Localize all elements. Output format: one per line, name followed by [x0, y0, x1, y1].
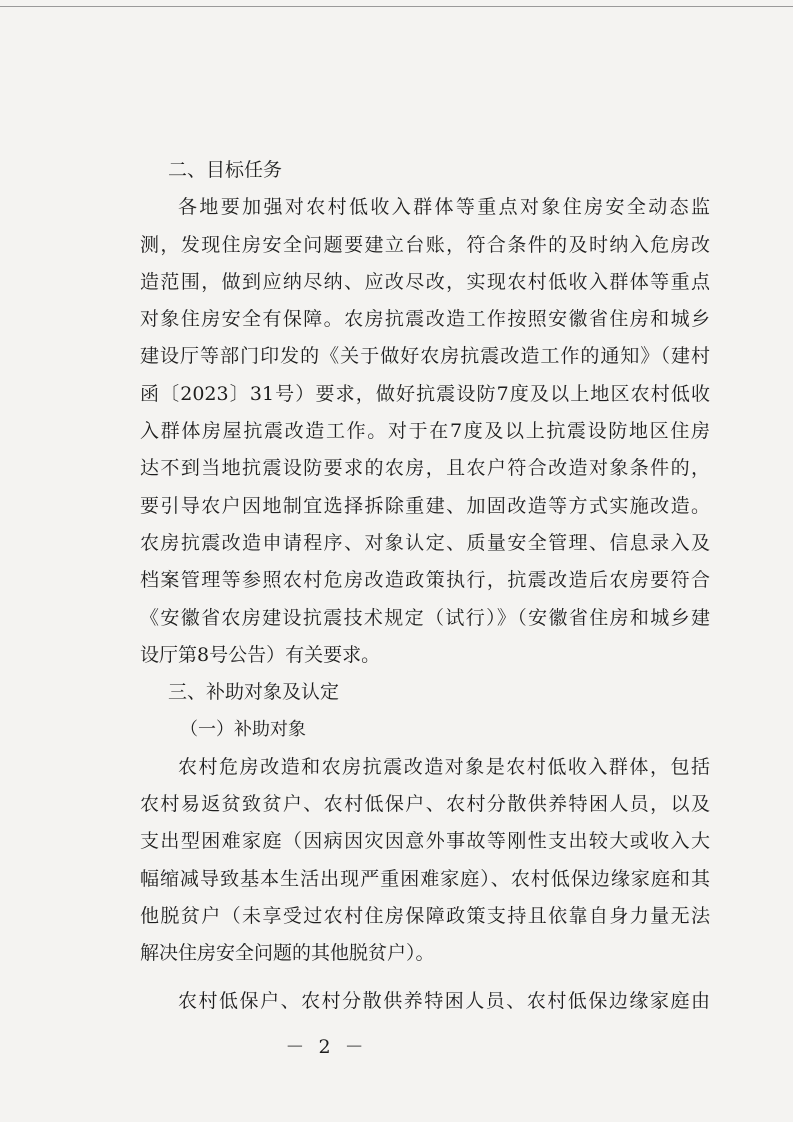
- document-body: [140, 152, 710, 1020]
- paragraph-line: 达不到当地抗震设防要求的农房，且农户符合改造对象条件的，: [140, 457, 710, 480]
- paragraph-line: 建设厅等部门印发的《关于做好农房抗震改造工作的通知》（建村: [140, 345, 710, 368]
- paragraph-line: 幅缩减导致基本生活出现严重困难家庭）、农村低保边缘家庭和其: [140, 867, 710, 890]
- paragraph-line: 档案管理等参照农村危房改造政策执行，抗震改造后农房要符合: [140, 569, 710, 592]
- scan-edge-line: [0, 6, 793, 7]
- paragraph-line: 农房抗震改造申请程序、对象认定、质量安全管理、信息录入及: [140, 531, 710, 554]
- paragraph-line: 各地要加强对农村低收入群体等重点对象住房安全动态监: [178, 196, 710, 219]
- subsection-heading-subsidy-targets: （一）补助对象: [180, 719, 306, 741]
- paragraph-line: 农村易返贫致贫户、农村低保户、农村分散供养特困人员，以及: [140, 793, 710, 816]
- paragraph-line: 农村危房改造和农房抗震改造对象是农村低收入群体，包括: [178, 755, 710, 778]
- paragraph-line: 农村低保户、农村分散供养特困人员、农村低保边缘家庭由: [178, 989, 710, 1012]
- paragraph-line: 函〔2023〕31号）要求，做好抗震设防7度及以上地区农村低收: [140, 382, 710, 405]
- paragraph-line: 对象住房安全有保障。农房抗震改造工作按照安徽省住房和城乡: [140, 308, 710, 331]
- page-number: [0, 1032, 793, 1059]
- paragraph-line: 入群体房屋抗震改造工作。对于在7度及以上抗震设防地区住房: [140, 420, 710, 443]
- paragraph-line: 要引导农户因地制宜选择拆除重建、加固改造等方式实施改造。: [140, 494, 710, 517]
- paragraph-line: 支出型困难家庭（因病因灾因意外事故等刚性支出较大或收入大: [140, 830, 710, 853]
- section-heading-subsidy: 三、补助对象及认定: [168, 681, 340, 704]
- page-number-text: － 2 －: [285, 1036, 368, 1058]
- paragraph-line: 设厅第8号公告）有关要求。: [140, 643, 381, 666]
- paragraph-line: 测，发现住房安全问题要建立台账，符合条件的及时纳入危房改: [140, 233, 710, 256]
- section-heading-targets: 二、目标任务: [168, 159, 283, 181]
- paragraph-line: 解决住房安全问题的其他脱贫户）。: [140, 942, 435, 965]
- paragraph-line: 《安徽省农房建设抗震技术规定（试行）》（安徽省住房和城乡建: [140, 606, 710, 629]
- paragraph-line: 他脱贫户（未享受过农村住房保障政策支持且依靠自身力量无法: [140, 904, 710, 927]
- paragraph-line: 造范围，做到应纳尽纳、应改尽改，实现农村低收入群体等重点: [140, 270, 710, 293]
